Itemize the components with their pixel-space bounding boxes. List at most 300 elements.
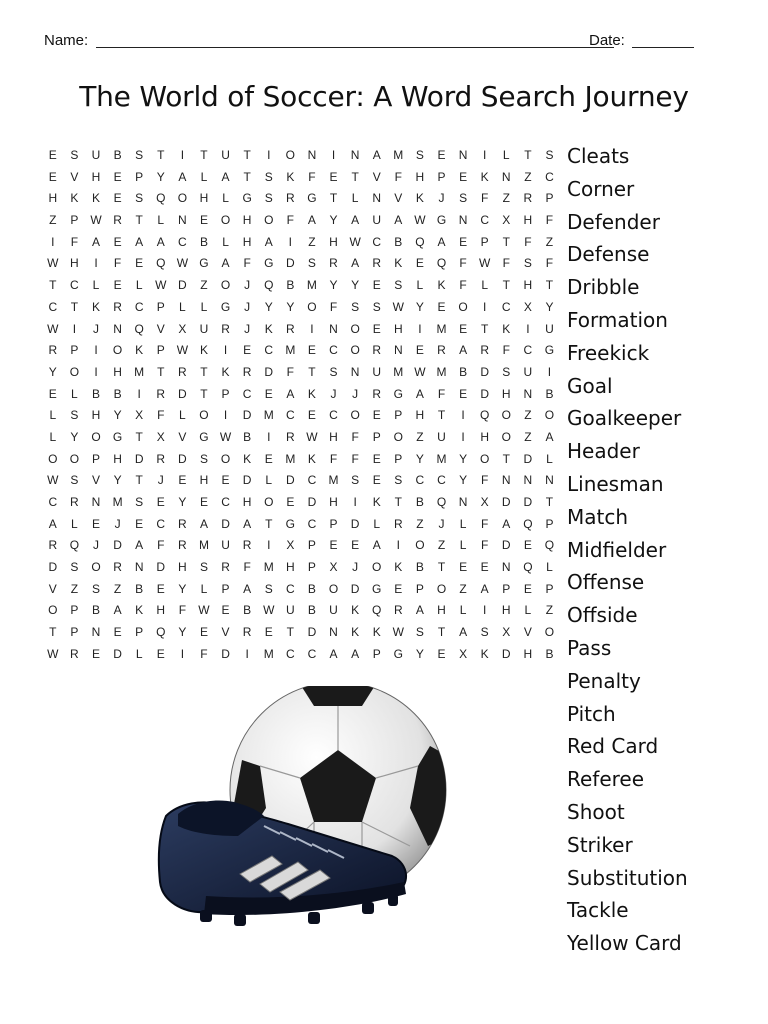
grid-letter[interactable]: H — [501, 386, 511, 401]
grid-letter[interactable]: J — [92, 538, 99, 553]
grid-letter[interactable]: K — [70, 191, 79, 206]
grid-letter[interactable]: Y — [459, 451, 468, 466]
grid-letter[interactable]: T — [200, 364, 208, 379]
grid-letter[interactable]: T — [502, 451, 510, 466]
grid-letter[interactable]: E — [135, 256, 144, 271]
grid-letter[interactable]: S — [480, 625, 489, 640]
grid-letter[interactable]: L — [546, 560, 553, 575]
grid-letter[interactable]: G — [393, 386, 403, 401]
grid-letter[interactable]: S — [135, 148, 144, 162]
grid-letter[interactable]: L — [200, 299, 208, 314]
grid-letter[interactable]: K — [307, 451, 316, 466]
grid-letter[interactable]: G — [307, 191, 317, 206]
grid-letter[interactable]: J — [438, 191, 445, 206]
grid-letter[interactable]: Q — [156, 256, 166, 271]
grid-letter[interactable]: U — [221, 538, 230, 553]
grid-letter[interactable]: H — [242, 495, 252, 509]
grid-letter[interactable]: O — [480, 451, 490, 466]
grid-letter[interactable]: A — [221, 256, 230, 271]
grid-letter[interactable]: Z — [416, 516, 424, 531]
grid-letter[interactable]: Q — [415, 234, 425, 249]
grid-letter[interactable]: C — [545, 169, 554, 184]
grid-letter[interactable]: Z — [437, 538, 446, 553]
grid-letter[interactable]: W — [47, 321, 59, 336]
grid-letter[interactable]: R — [70, 646, 79, 661]
grid-letter[interactable]: N — [178, 213, 187, 228]
grid-letter[interactable]: W — [176, 256, 189, 271]
grid-letter[interactable]: F — [157, 538, 165, 553]
grid-letter[interactable]: W — [414, 364, 426, 379]
grid-letter[interactable]: B — [135, 581, 144, 596]
grid-letter[interactable]: R — [242, 625, 252, 640]
grid-letter[interactable]: O — [91, 560, 101, 575]
grid-letter[interactable]: Z — [113, 581, 122, 596]
grid-letter[interactable]: Z — [459, 581, 467, 596]
grid-letter[interactable]: L — [92, 278, 100, 293]
grid-letter[interactable]: F — [243, 560, 251, 575]
grid-letter[interactable]: Y — [70, 429, 79, 444]
grid-letter[interactable]: R — [178, 516, 187, 531]
grid-letter[interactable]: Y — [113, 473, 122, 488]
grid-letter[interactable]: M — [436, 451, 447, 466]
grid-letter[interactable]: K — [394, 256, 403, 271]
grid-letter[interactable]: E — [437, 646, 446, 661]
grid-letter[interactable]: I — [137, 386, 141, 401]
grid-letter[interactable]: E — [113, 169, 122, 184]
grid-letter[interactable]: C — [329, 408, 338, 423]
grid-letter[interactable]: S — [459, 191, 468, 206]
grid-letter[interactable]: E — [113, 234, 122, 249]
grid-letter[interactable]: T — [286, 625, 294, 640]
grid-letter[interactable]: L — [222, 191, 229, 206]
grid-letter[interactable]: W — [479, 256, 491, 271]
grid-letter[interactable]: R — [113, 299, 122, 314]
grid-letter[interactable]: S — [70, 148, 79, 162]
grid-letter[interactable]: M — [328, 473, 339, 488]
grid-letter[interactable]: R — [178, 538, 187, 553]
grid-letter[interactable]: D — [350, 581, 360, 596]
grid-letter[interactable]: O — [415, 538, 425, 553]
grid-letter[interactable]: I — [180, 646, 185, 661]
grid-letter[interactable]: G — [372, 581, 382, 596]
grid-letter[interactable]: T — [545, 495, 554, 509]
grid-letter[interactable]: L — [157, 213, 165, 228]
grid-letter[interactable]: I — [94, 364, 98, 379]
grid-letter[interactable]: R — [156, 451, 166, 466]
grid-letter[interactable]: V — [394, 191, 403, 206]
grid-letter[interactable]: Y — [415, 299, 424, 314]
grid-letter[interactable]: E — [523, 581, 532, 596]
grid-letter[interactable]: J — [157, 473, 164, 488]
grid-letter[interactable]: I — [461, 408, 465, 423]
grid-letter[interactable]: X — [178, 321, 187, 336]
grid-letter[interactable]: I — [267, 429, 271, 444]
grid-letter[interactable]: B — [415, 495, 424, 509]
grid-letter[interactable]: E — [459, 560, 468, 575]
grid-letter[interactable]: Y — [113, 408, 122, 423]
grid-letter[interactable]: E — [48, 386, 57, 401]
grid-letter[interactable]: R — [221, 321, 230, 336]
grid-letter[interactable]: Z — [416, 429, 424, 444]
grid-letter[interactable]: J — [114, 516, 121, 531]
grid-letter[interactable]: T — [157, 148, 165, 162]
grid-letter[interactable]: Y — [286, 299, 295, 314]
grid-letter[interactable]: S — [502, 364, 511, 379]
grid-letter[interactable]: X — [502, 213, 511, 228]
grid-letter[interactable]: H — [523, 213, 533, 228]
grid-letter[interactable]: R — [242, 364, 252, 379]
grid-letter[interactable]: R — [242, 538, 252, 553]
grid-letter[interactable]: U — [285, 603, 295, 618]
grid-letter[interactable]: H — [329, 429, 338, 444]
grid-letter[interactable]: F — [459, 256, 467, 271]
grid-letter[interactable]: F — [178, 603, 187, 618]
grid-letter[interactable]: P — [221, 581, 230, 596]
grid-letter[interactable]: M — [393, 364, 404, 379]
grid-letter[interactable]: D — [221, 646, 230, 661]
grid-letter[interactable]: P — [307, 560, 316, 575]
grid-letter[interactable]: C — [242, 386, 252, 401]
grid-letter[interactable]: P — [545, 516, 554, 531]
grid-letter[interactable]: I — [483, 603, 487, 618]
grid-letter[interactable]: O — [69, 451, 80, 466]
grid-letter[interactable]: T — [157, 364, 165, 379]
grid-letter[interactable]: N — [501, 560, 511, 575]
grid-letter[interactable]: O — [328, 581, 339, 596]
grid-letter[interactable]: H — [70, 256, 79, 271]
grid-letter[interactable]: X — [135, 408, 144, 423]
grid-letter[interactable]: I — [245, 646, 249, 661]
grid-letter[interactable]: A — [329, 646, 338, 661]
grid-letter[interactable]: C — [264, 343, 274, 358]
grid-letter[interactable]: S — [135, 191, 144, 206]
grid-letter[interactable]: R — [113, 213, 122, 228]
grid-letter[interactable]: C — [285, 646, 295, 661]
grid-letter[interactable]: B — [243, 603, 252, 618]
grid-letter[interactable]: K — [307, 386, 316, 401]
grid-letter[interactable]: P — [437, 169, 446, 184]
grid-letter[interactable]: S — [545, 148, 554, 162]
grid-letter[interactable]: N — [329, 625, 338, 640]
grid-letter[interactable]: L — [459, 516, 467, 531]
grid-letter[interactable]: F — [243, 256, 251, 271]
grid-letter[interactable]: L — [524, 603, 532, 618]
grid-letter[interactable]: D — [307, 495, 317, 509]
grid-letter[interactable]: A — [459, 343, 468, 358]
grid-letter[interactable]: F — [481, 516, 489, 531]
grid-letter[interactable]: G — [112, 429, 123, 444]
grid-letter[interactable]: L — [200, 169, 208, 184]
grid-letter[interactable]: Y — [329, 213, 338, 228]
grid-letter[interactable]: M — [436, 321, 447, 336]
grid-letter[interactable]: T — [351, 169, 359, 184]
grid-letter[interactable]: E — [437, 299, 446, 314]
grid-letter[interactable]: L — [546, 451, 553, 466]
grid-letter[interactable]: R — [523, 191, 533, 206]
grid-letter[interactable]: T — [329, 191, 338, 206]
grid-letter[interactable]: A — [459, 625, 468, 640]
grid-letter[interactable]: O — [112, 343, 123, 358]
grid-letter[interactable]: W — [47, 473, 59, 488]
grid-letter[interactable]: N — [545, 473, 554, 488]
grid-letter[interactable]: M — [306, 278, 317, 293]
grid-letter[interactable]: F — [308, 169, 316, 184]
grid-letter[interactable]: N — [113, 321, 122, 336]
grid-letter[interactable]: I — [353, 495, 357, 509]
grid-letter[interactable]: T — [49, 278, 57, 293]
grid-letter[interactable]: Q — [156, 625, 166, 640]
grid-letter[interactable]: A — [135, 538, 144, 553]
grid-letter[interactable]: O — [199, 408, 209, 423]
grid-letter[interactable]: D — [480, 364, 489, 379]
grid-letter[interactable]: K — [264, 321, 273, 336]
grid-letter[interactable]: E — [113, 625, 122, 640]
grid-letter[interactable]: Z — [545, 234, 554, 249]
grid-letter[interactable]: E — [178, 473, 187, 488]
grid-letter[interactable]: T — [135, 213, 143, 228]
grid-letter[interactable]: H — [48, 191, 58, 206]
grid-letter[interactable]: O — [436, 581, 447, 596]
grid-letter[interactable]: K — [135, 603, 144, 618]
grid-letter[interactable]: U — [221, 148, 230, 162]
grid-letter[interactable]: T — [545, 278, 554, 293]
grid-letter[interactable]: R — [221, 560, 230, 575]
grid-letter[interactable]: D — [523, 451, 533, 466]
grid-letter[interactable]: L — [265, 473, 273, 488]
grid-letter[interactable]: S — [199, 560, 208, 575]
grid-letter[interactable]: E — [459, 321, 468, 336]
grid-letter[interactable]: W — [306, 429, 318, 444]
grid-letter[interactable]: X — [329, 560, 338, 575]
grid-letter[interactable]: D — [285, 473, 295, 488]
grid-letter[interactable]: I — [72, 321, 77, 336]
grid-letter[interactable]: R — [393, 516, 403, 531]
grid-letter[interactable]: D — [307, 625, 317, 640]
grid-letter[interactable]: A — [372, 148, 381, 162]
grid-letter[interactable]: F — [545, 256, 554, 271]
grid-letter[interactable]: L — [179, 408, 186, 423]
grid-letter[interactable]: F — [502, 256, 510, 271]
grid-letter[interactable]: W — [392, 625, 404, 640]
grid-letter[interactable]: B — [394, 234, 403, 249]
grid-letter[interactable]: C — [48, 495, 58, 509]
grid-letter[interactable]: T — [49, 625, 57, 640]
grid-letter[interactable]: M — [263, 646, 274, 661]
grid-letter[interactable]: X — [502, 625, 511, 640]
grid-letter[interactable]: K — [372, 625, 381, 640]
grid-letter[interactable]: E — [243, 343, 252, 358]
grid-letter[interactable]: F — [351, 429, 359, 444]
grid-letter[interactable]: R — [372, 256, 382, 271]
grid-letter[interactable]: J — [244, 278, 251, 293]
grid-letter[interactable]: S — [415, 625, 424, 640]
grid-letter[interactable]: N — [523, 386, 533, 401]
grid-letter[interactable]: N — [350, 148, 360, 162]
grid-letter[interactable]: K — [480, 169, 489, 184]
grid-letter[interactable]: R — [285, 321, 295, 336]
grid-letter[interactable]: P — [480, 234, 489, 249]
grid-letter[interactable]: R — [156, 386, 166, 401]
grid-letter[interactable]: H — [91, 169, 101, 184]
grid-letter[interactable]: D — [156, 560, 166, 575]
grid-letter[interactable]: F — [437, 386, 446, 401]
grid-letter[interactable]: M — [393, 148, 404, 162]
grid-letter[interactable]: D — [523, 495, 533, 509]
grid-letter[interactable]: P — [70, 213, 79, 228]
grid-letter[interactable]: R — [113, 560, 122, 575]
grid-letter[interactable]: S — [70, 560, 79, 575]
grid-letter[interactable]: E — [156, 581, 165, 596]
grid-letter[interactable]: G — [242, 191, 252, 206]
grid-letter[interactable]: P — [91, 451, 100, 466]
grid-letter[interactable]: R — [480, 343, 489, 358]
grid-letter[interactable]: T — [243, 169, 251, 184]
grid-letter[interactable]: P — [372, 646, 381, 661]
grid-letter[interactable]: Q — [264, 278, 274, 293]
grid-letter[interactable]: P — [70, 343, 79, 358]
grid-letter[interactable]: R — [178, 364, 187, 379]
grid-letter[interactable]: T — [243, 148, 251, 162]
grid-letter[interactable]: T — [437, 408, 446, 423]
grid-letter[interactable]: I — [94, 343, 98, 358]
grid-letter[interactable]: S — [70, 473, 79, 488]
date-field[interactable] — [632, 47, 694, 48]
grid-letter[interactable]: A — [243, 581, 252, 596]
grid-letter[interactable]: U — [523, 364, 533, 379]
grid-letter[interactable]: S — [307, 256, 316, 271]
grid-letter[interactable]: S — [264, 191, 273, 206]
grid-letter[interactable]: O — [501, 408, 511, 423]
grid-letter[interactable]: E — [135, 516, 144, 531]
grid-letter[interactable]: K — [372, 495, 381, 509]
grid-letter[interactable]: P — [545, 191, 554, 206]
grid-letter[interactable]: O — [544, 408, 555, 423]
grid-letter[interactable]: R — [48, 538, 58, 553]
grid-letter[interactable]: Z — [308, 234, 316, 249]
grid-letter[interactable]: M — [134, 364, 145, 379]
grid-letter[interactable]: N — [393, 343, 403, 358]
grid-letter[interactable]: C — [178, 234, 187, 249]
grid-letter[interactable]: T — [200, 148, 208, 162]
grid-letter[interactable]: Y — [415, 646, 424, 661]
grid-letter[interactable]: R — [372, 386, 382, 401]
grid-letter[interactable]: F — [286, 364, 294, 379]
grid-letter[interactable]: O — [307, 299, 317, 314]
grid-letter[interactable]: N — [458, 495, 468, 509]
grid-letter[interactable]: W — [414, 213, 426, 228]
grid-letter[interactable]: I — [288, 234, 292, 249]
grid-letter[interactable]: D — [178, 386, 187, 401]
grid-letter[interactable]: R — [329, 256, 338, 271]
grid-letter[interactable]: W — [47, 256, 59, 271]
grid-letter[interactable]: R — [285, 429, 295, 444]
grid-letter[interactable]: E — [480, 560, 489, 575]
grid-letter[interactable]: L — [135, 646, 143, 661]
grid-letter[interactable]: A — [243, 516, 252, 531]
grid-letter[interactable]: F — [286, 213, 294, 228]
grid-letter[interactable]: Y — [415, 451, 424, 466]
grid-letter[interactable]: E — [156, 495, 165, 509]
grid-letter[interactable]: X — [156, 429, 165, 444]
grid-letter[interactable]: Z — [49, 213, 57, 228]
grid-letter[interactable]: A — [264, 234, 273, 249]
grid-letter[interactable]: U — [372, 213, 382, 228]
grid-letter[interactable]: F — [481, 473, 489, 488]
grid-letter[interactable]: S — [394, 278, 403, 293]
grid-letter[interactable]: F — [481, 191, 489, 206]
grid-letter[interactable]: W — [263, 603, 275, 618]
grid-letter[interactable]: D — [264, 364, 274, 379]
grid-letter[interactable]: K — [243, 451, 252, 466]
grid-letter[interactable]: H — [242, 213, 252, 228]
grid-letter[interactable]: C — [285, 581, 295, 596]
grid-letter[interactable]: H — [285, 560, 295, 575]
grid-letter[interactable]: B — [415, 560, 424, 575]
grid-letter[interactable]: C — [480, 213, 489, 228]
grid-letter[interactable]: H — [329, 234, 338, 249]
grid-letter[interactable]: B — [307, 603, 316, 618]
grid-letter[interactable]: O — [544, 625, 555, 640]
grid-letter[interactable]: L — [179, 299, 186, 314]
grid-letter[interactable]: Q — [134, 321, 144, 336]
grid-letter[interactable]: Q — [436, 495, 447, 509]
grid-letter[interactable]: E — [459, 234, 468, 249]
grid-letter[interactable]: R — [48, 343, 58, 358]
grid-letter[interactable]: D — [178, 451, 187, 466]
grid-letter[interactable]: Q — [523, 516, 533, 531]
grid-letter[interactable]: C — [307, 516, 317, 531]
grid-letter[interactable]: P — [156, 299, 165, 314]
grid-letter[interactable]: A — [307, 213, 316, 228]
grid-letter[interactable]: E — [372, 451, 381, 466]
grid-letter[interactable]: S — [264, 169, 273, 184]
grid-letter[interactable]: N — [134, 560, 144, 575]
grid-letter[interactable]: E — [48, 148, 57, 162]
grid-letter[interactable]: S — [351, 299, 360, 314]
grid-letter[interactable]: D — [285, 256, 295, 271]
grid-letter[interactable]: H — [178, 560, 187, 575]
grid-letter[interactable]: E — [372, 473, 381, 488]
grid-letter[interactable]: G — [436, 213, 447, 228]
grid-letter[interactable]: I — [461, 429, 465, 444]
grid-letter[interactable]: E — [307, 408, 316, 423]
grid-letter[interactable]: K — [286, 169, 295, 184]
grid-letter[interactable]: Y — [156, 169, 165, 184]
grid-letter[interactable]: S — [523, 256, 532, 271]
grid-letter[interactable]: D — [134, 451, 144, 466]
grid-letter[interactable]: S — [372, 299, 381, 314]
grid-letter[interactable]: A — [48, 516, 57, 531]
grid-letter[interactable]: B — [113, 148, 122, 162]
grid-letter[interactable]: C — [134, 299, 144, 314]
grid-letter[interactable]: L — [416, 278, 424, 293]
grid-letter[interactable]: G — [393, 646, 403, 661]
grid-letter[interactable]: H — [156, 603, 166, 618]
grid-letter[interactable]: V — [91, 473, 100, 488]
grid-letter[interactable]: O — [458, 299, 468, 314]
grid-letter[interactable]: I — [547, 364, 552, 379]
grid-letter[interactable]: O — [264, 495, 274, 509]
grid-letter[interactable]: Z — [524, 408, 532, 423]
grid-letter[interactable]: S — [329, 364, 338, 379]
grid-letter[interactable]: P — [372, 429, 381, 444]
grid-letter[interactable]: R — [393, 603, 403, 618]
grid-letter[interactable]: E — [459, 169, 468, 184]
grid-letter[interactable]: H — [113, 364, 122, 379]
grid-letter[interactable]: E — [264, 386, 273, 401]
grid-letter[interactable]: N — [458, 213, 468, 228]
grid-letter[interactable]: Y — [48, 364, 57, 379]
